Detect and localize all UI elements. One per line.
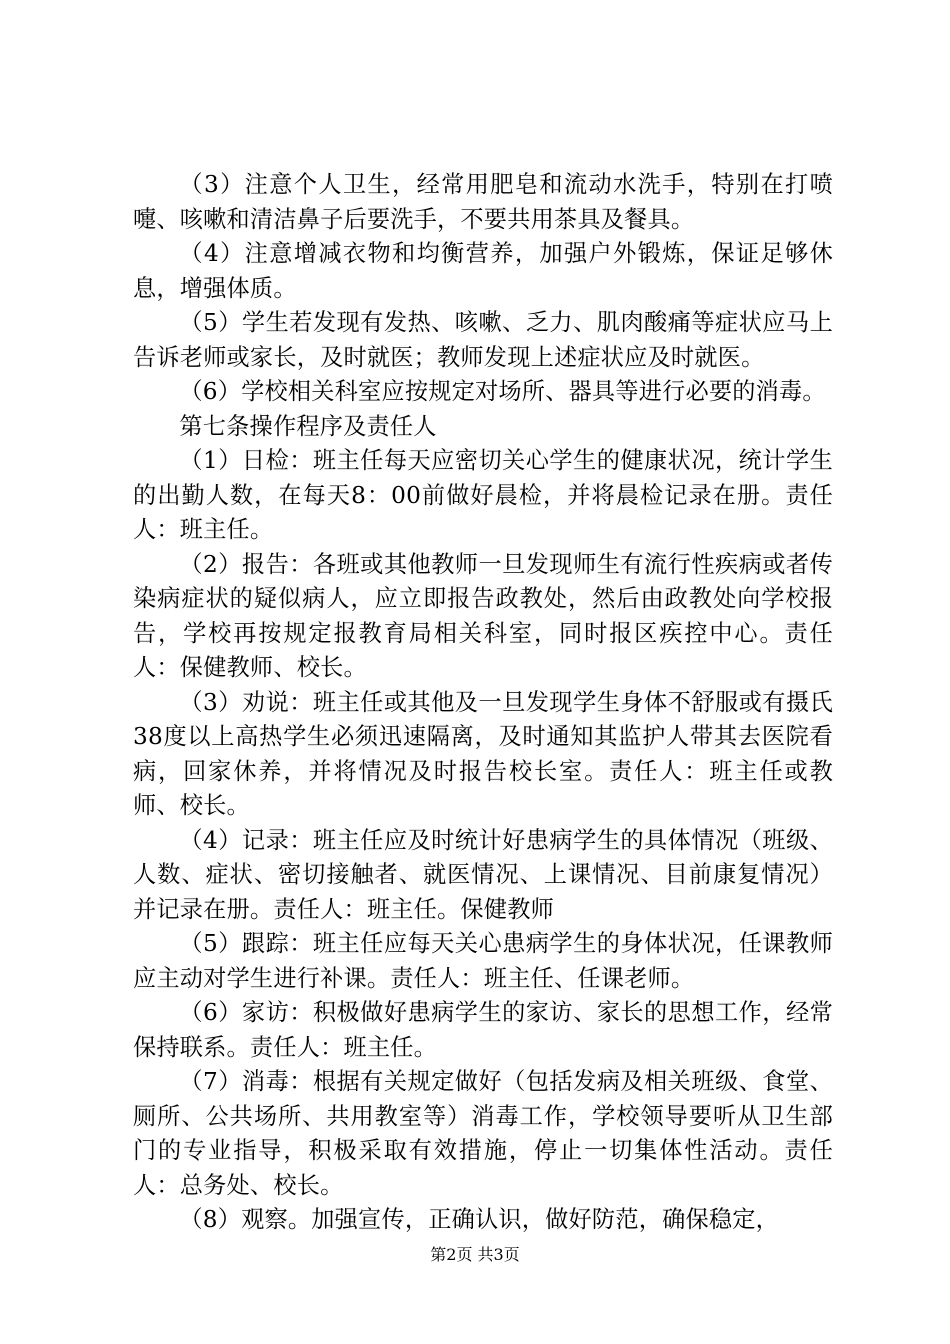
paragraph: （3）劝说：班主任或其他及一旦发现学生身体不舒服或有摄氏38度以上高热学生必须迅速隔离，及时通知其监护人带其去医院看病，回家休养，并将情况及时报告校长室。责任人：班主任或教师、校长。 (133, 688, 833, 819)
paragraph: （8）观察。加强宣传，正确认识，做好防范，确保稳定， (179, 1206, 780, 1233)
paragraph: （7）消毒：根据有关规定做好（包括发病及相关班级、食堂、厕所、公共场所、共用教室等）消毒工作，学校领导要听从卫生部门的专业指导，积极采取有效措施，停止一切集体性活动。责任人：总务处、校长。 (133, 1068, 833, 1199)
paragraph: （1）日检：班主任每天应密切关心学生的健康状况，统计学生的出勤人数，在每天8：00前做好晨检，并将晨检记录在册。责任人：班主任。 (133, 447, 833, 543)
paragraph: （4）记录：班主任应及时统计好患病学生的具体情况（班级、人数、症状、密切接触者、就医情况、上课情况、目前康复情况）并记录在册。责任人：班主任。保健教师 (133, 826, 833, 923)
section-heading: 第七条操作程序及责任人 (179, 412, 437, 440)
paragraph: （6）学校相关科室应按规定对场所、器具等进行必要的消毒。 (179, 378, 826, 405)
paragraph: （5）跟踪：班主任应每天关心患病学生的身体状况，任课教师应主动对学生进行补课。责任人：班主任、任课老师。 (133, 930, 833, 992)
paragraph: （3）注意个人卫生，经常用肥皂和流动水洗手，特别在打喷嚏、咳嗽和清洁鼻子后要洗手，不要共用茶具及餐具。 (133, 171, 833, 233)
page-footer: 第2页 共3页 (430, 1245, 520, 1264)
paragraph: （4）注意增减衣物和均衡营养，加强户外锻炼，保证足够休息，增强体质。 (133, 240, 833, 302)
paragraph: （6）家访：积极做好患病学生的家访、家长的思想工作，经常保持联系。责任人：班主任。 (133, 999, 833, 1061)
paragraph: （5）学生若发现有发热、咳嗽、乏力、肌肉酸痛等症状应马上告诉老师或家长，及时就医；教师发现上述症状应及时就医。 (133, 309, 833, 371)
document-body (133, 168, 833, 1238)
paragraph: （2）报告：各班或其他教师一旦发现师生有流行性疾病或者传染病症状的疑似病人，应立即报告政教处，然后由政教处向学校报告，学校再按规定报教育局相关科室，同时报区疾控中心。责任人：保健教师、校长。 (133, 550, 833, 681)
